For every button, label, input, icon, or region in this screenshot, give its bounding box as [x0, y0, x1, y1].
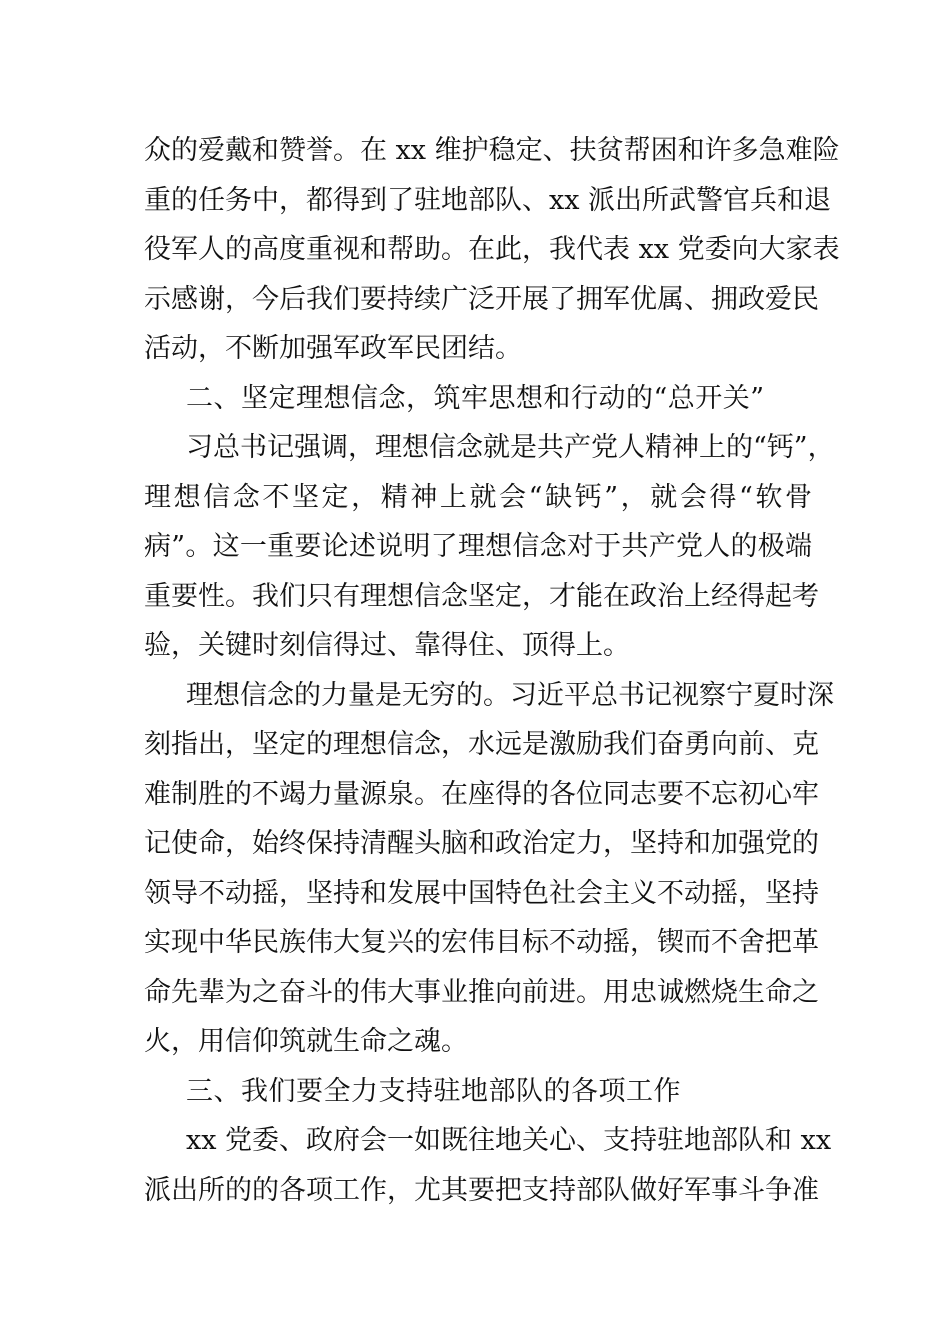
text-line: 重要性。我们只有理想信念坚定，才能在政治上经得起考 [144, 580, 819, 612]
text-line: 验，关键时刻信得过、靠得住、顶得上。 [144, 630, 630, 661]
text-line: 理想信念不坚定，精神上就会“缺钙”，就会得“软骨 [144, 481, 812, 513]
text-line: 示感谢，今后我们要持续广泛开展了拥军优属、拥政爱民 [144, 283, 819, 315]
text-line: 众的爱戴和赞誉。在 xx 维护稳定、扶贫帮困和许多急难险 [144, 135, 840, 166]
text-line: 理想信念的力量是无穷的。习近平总书记视察宁夏时深 [186, 679, 834, 711]
text-line: xx 党委、政府会一如既往地关心、支持驻地部队和 xx [186, 1125, 832, 1156]
text-line: 派出所的的各项工作，尤其要把支持部队做好军事斗争准 [144, 1174, 819, 1206]
text-line: 记使命，始终保持清醒头脑和政治定力，坚持和加强党的 [144, 828, 819, 859]
text-line: 命先辈为之奋斗的伟大事业推向前进。用忠诚燃烧生命之 [144, 976, 819, 1008]
text-line: 火，用信仰筑就生命之魂。 [144, 1026, 468, 1057]
text-line: 领导不动摇，坚持和发展中国特色社会主义不动摇，坚持 [144, 877, 819, 909]
text-line: 刻指出，坚定的理想信念，水远是激励我们奋勇向前、克 [144, 729, 819, 760]
text-line: 重的任务中，都得到了驻地部队、xx 派出所武警官兵和退 [144, 184, 832, 216]
text-line: 难制胜的不竭力量源泉。在座得的各位同志要不忘初心牢 [144, 778, 819, 810]
text-line: 病”。这一重要论述说明了理想信念对于共产党人的极端 [144, 531, 812, 562]
section-heading: 三、我们要全力支持驻地部队的各项工作 [186, 1075, 681, 1107]
section-heading: 二、坚定理想信念，筑牢思想和行动的“总开关” [186, 382, 765, 414]
text-line: 习总书记强调，理想信念就是共产党人精神上的“钙”， [186, 432, 835, 463]
text-line: 役军人的高度重视和帮助。在此，我代表 xx 党委向大家表 [144, 234, 840, 265]
text-line: 活动，不断加强军政军民团结。 [144, 333, 522, 364]
text-line: 实现中华民族伟大复兴的宏伟目标不动摇，锲而不舍把革 [144, 927, 819, 958]
document-body [144, 126, 840, 1215]
